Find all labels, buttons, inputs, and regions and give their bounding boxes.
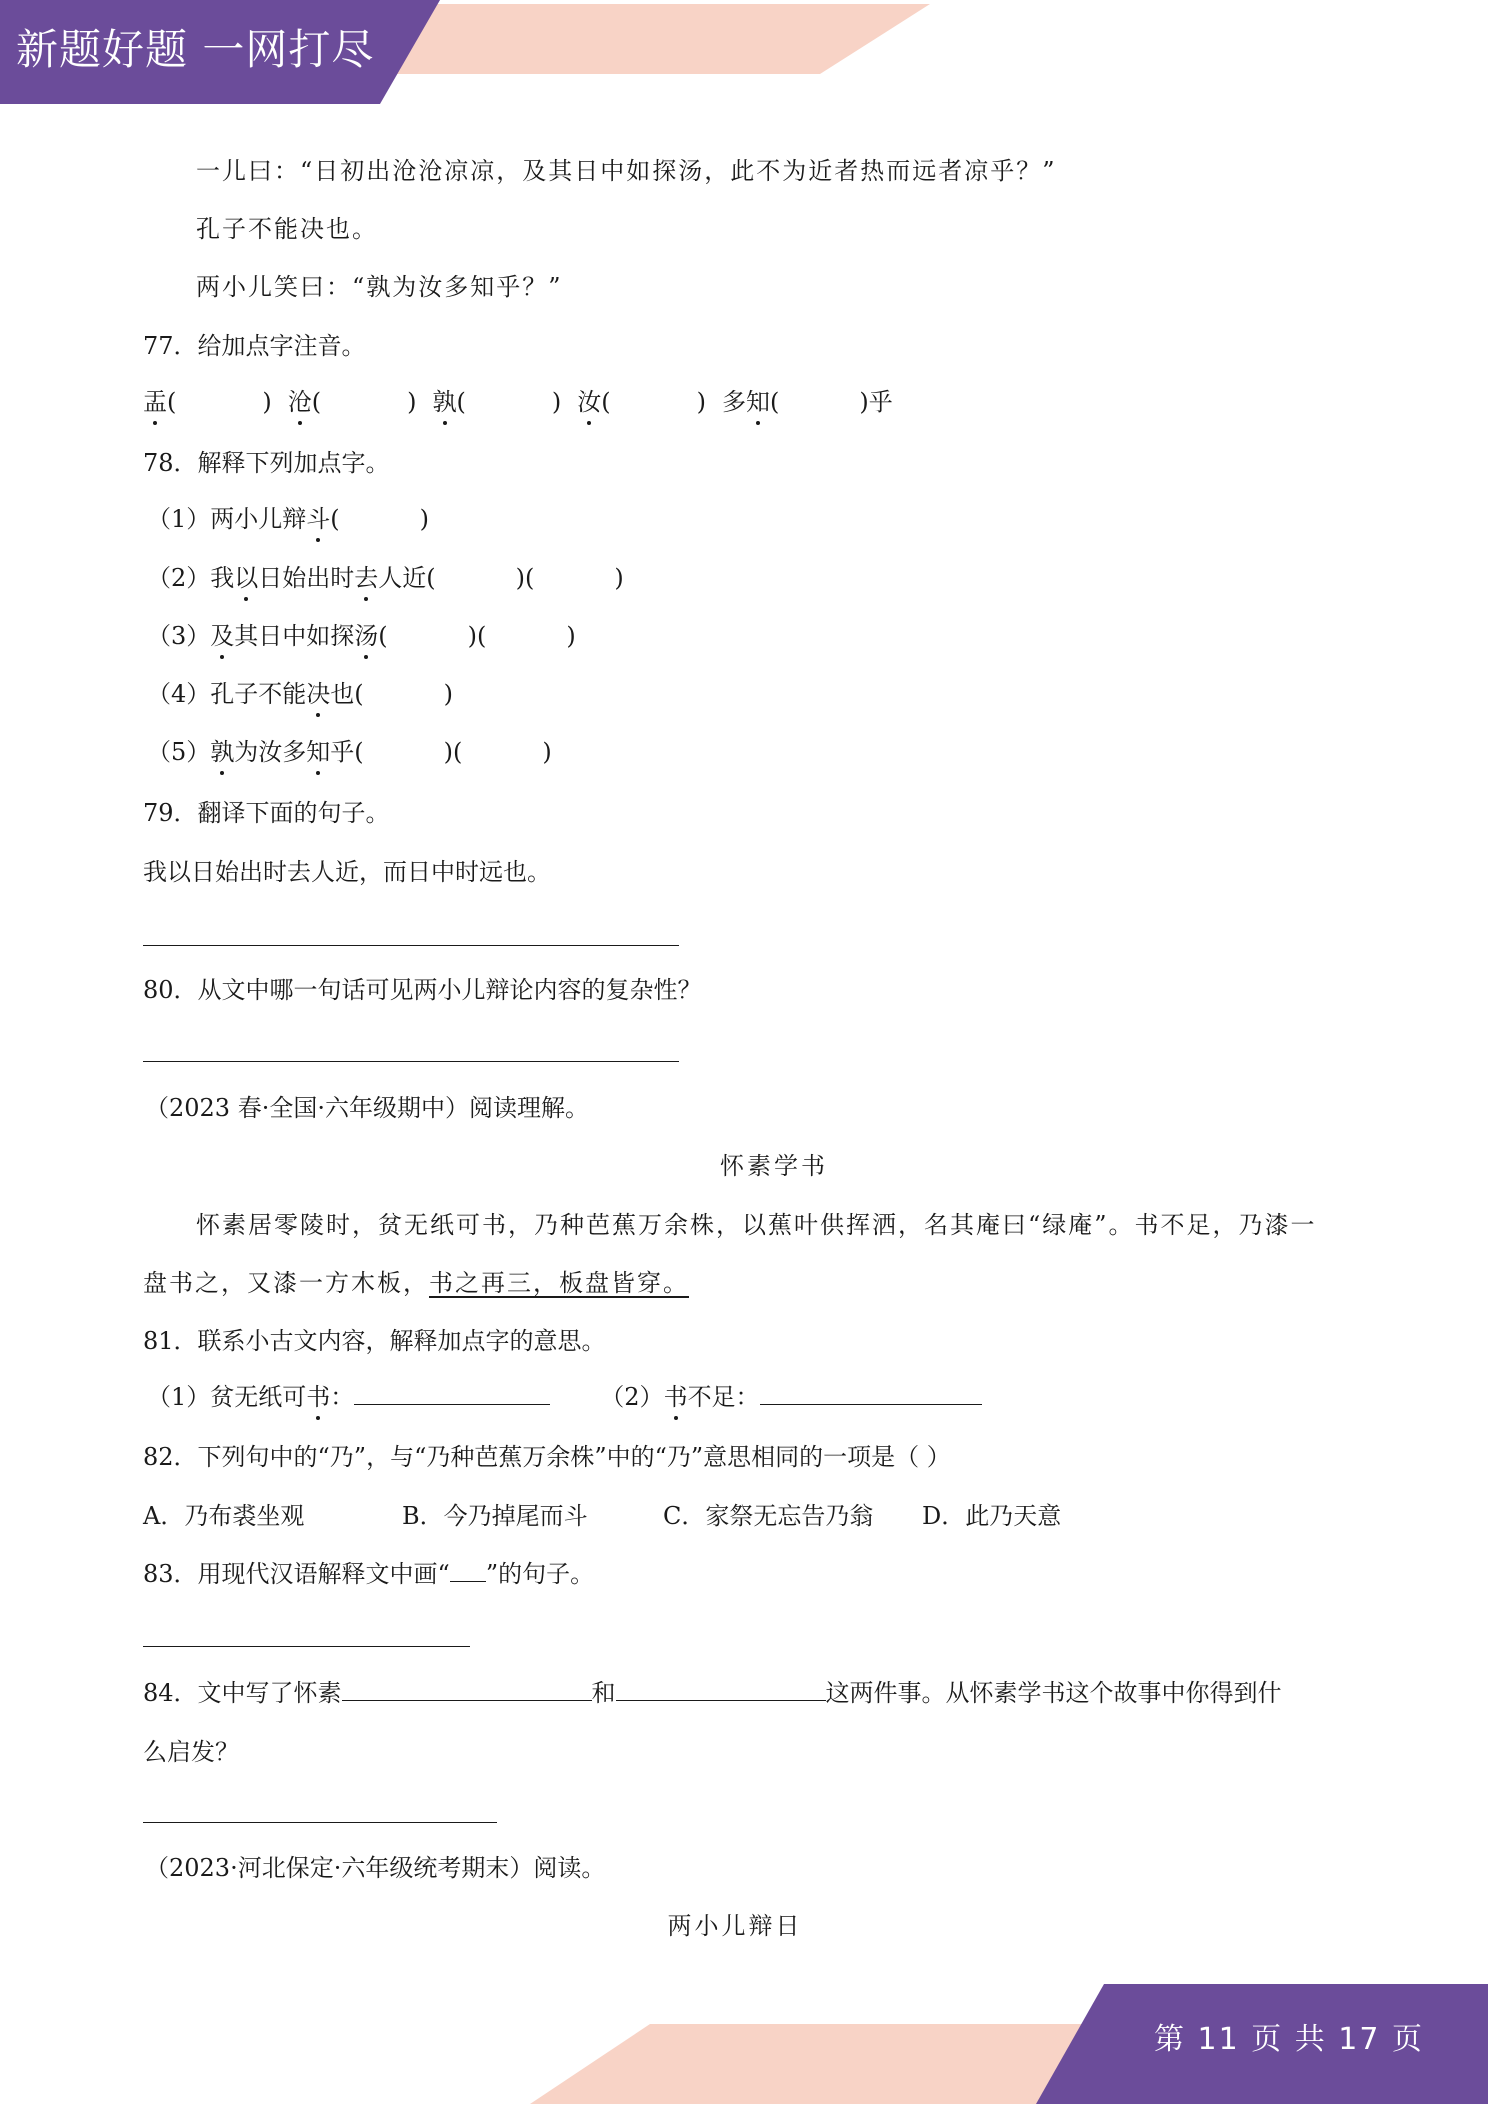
q83-stem: 83．用现代汉语解释文中画“ ”的句子。	[143, 1560, 595, 1588]
answer-blank-q81-2[interactable]	[760, 1382, 982, 1405]
dotted-char: 去	[354, 564, 379, 592]
dotted-char: 汝	[577, 388, 602, 416]
q79-sentence: 我以日始出时去人近，而日中时远也。	[143, 858, 551, 886]
q78-sub-3: （3）及其日中如探汤( )( )	[147, 622, 576, 650]
dotted-char: 决	[306, 680, 331, 708]
q84-stem: 84．文中写了怀素 和 这两件事。从怀素学书这个故事中你得到什	[143, 1679, 1282, 1707]
q78-sub-5: （5）孰为汝多知乎( )( )	[147, 738, 552, 766]
q82-option-a[interactable]: A．乃布裘坐观	[143, 1502, 305, 1530]
q82-option-d[interactable]: D．此乃天意	[922, 1502, 1062, 1530]
q78-stem: 78．解释下列加点字。	[143, 449, 390, 477]
dotted-char: 书	[663, 1383, 688, 1411]
section2-source: （2023 春·全国·六年级期中）阅读理解。	[145, 1094, 589, 1122]
dotted-char: 孰	[210, 738, 235, 766]
section3-source: （2023·河北保定·六年级统考期末）阅读。	[145, 1854, 606, 1882]
dotted-char: 斗	[306, 505, 331, 533]
section2-para-line-2: 盘书之，又漆一方木板，书之再三，板盘皆穿。	[143, 1269, 689, 1297]
underline-mark	[450, 1559, 486, 1582]
passage-line-1: 一儿曰：“日初出沧沧凉凉，及其日中如探汤，此不为近者热而远者凉乎？”	[196, 157, 1057, 185]
section3-title: 两小儿辩日	[667, 1912, 803, 1940]
q78-sub-2: （2）我以日始出时去人近( )( )	[147, 564, 624, 592]
q79-stem: 79．翻译下面的句子。	[143, 799, 390, 827]
answer-line-q84[interactable]	[143, 1822, 497, 1823]
answer-line-q80[interactable]	[143, 1061, 679, 1062]
answer-line-q83[interactable]	[143, 1646, 470, 1647]
q77-stem: 77．给加点字注音。	[143, 332, 366, 360]
section2-title: 怀素学书	[720, 1152, 828, 1180]
q81-stem: 81．联系小古文内容，解释加点字的意思。	[143, 1327, 606, 1355]
q82-stem: 82．下列句中的“乃”，与“乃种芭蕉万余株”中的“乃”意思相同的一项是（ ）	[143, 1443, 951, 1471]
q84-stem-cont: 么启发？	[143, 1738, 239, 1766]
section2-para-line-1: 怀素居零陵时，贫无纸可书，乃种芭蕉万余株，以蕉叶供挥洒，名其庵曰“绿庵”。书不足，乃漆一	[196, 1211, 1317, 1239]
dotted-char: 知	[746, 388, 770, 416]
answer-blank-q81-1[interactable]	[354, 1382, 550, 1405]
dotted-char: 以	[234, 564, 259, 592]
q80-stem: 80．从文中哪一句话可见两小儿辩论内容的复杂性？	[143, 976, 702, 1004]
answer-blank-q84-2[interactable]	[616, 1678, 826, 1701]
dotted-char: 书	[306, 1383, 331, 1411]
dotted-char: 孰	[432, 388, 457, 416]
dotted-char: 知	[306, 738, 331, 766]
q81-parts: （1）贫无纸可书： （2）书不足：	[147, 1381, 982, 1413]
dotted-char: 及	[210, 622, 235, 650]
dotted-char: 盂	[143, 388, 167, 416]
answer-line-q79[interactable]	[143, 945, 679, 946]
header-title: 新题好题 一网打尽	[16, 25, 375, 74]
page-number: 第 11 页 共 17 页	[1153, 2022, 1424, 2057]
passage-line-2: 孔子不能决也。	[196, 215, 378, 243]
q78-sub-4: （4）孔子不能决也( )	[147, 680, 454, 708]
header-banner	[0, 0, 1000, 110]
passage-line-3: 两小儿笑曰：“孰为汝多知乎？”	[196, 273, 563, 301]
q77-items: 盂( ) 沧( ) 孰( ) 汝( ) 多知( )乎	[143, 388, 893, 416]
dotted-char: 汤	[354, 622, 379, 650]
q82-option-b[interactable]: B．今乃掉尾而斗	[402, 1502, 588, 1530]
underlined-sentence: 书之再三，板盘皆穿。	[429, 1269, 689, 1297]
q82-option-c[interactable]: C．家祭无忘告乃翁	[663, 1502, 874, 1530]
q78-sub-1: （1）两小儿辩斗( )	[147, 505, 430, 533]
dotted-char: 沧	[287, 388, 312, 416]
answer-blank-q84-1[interactable]	[342, 1678, 592, 1701]
